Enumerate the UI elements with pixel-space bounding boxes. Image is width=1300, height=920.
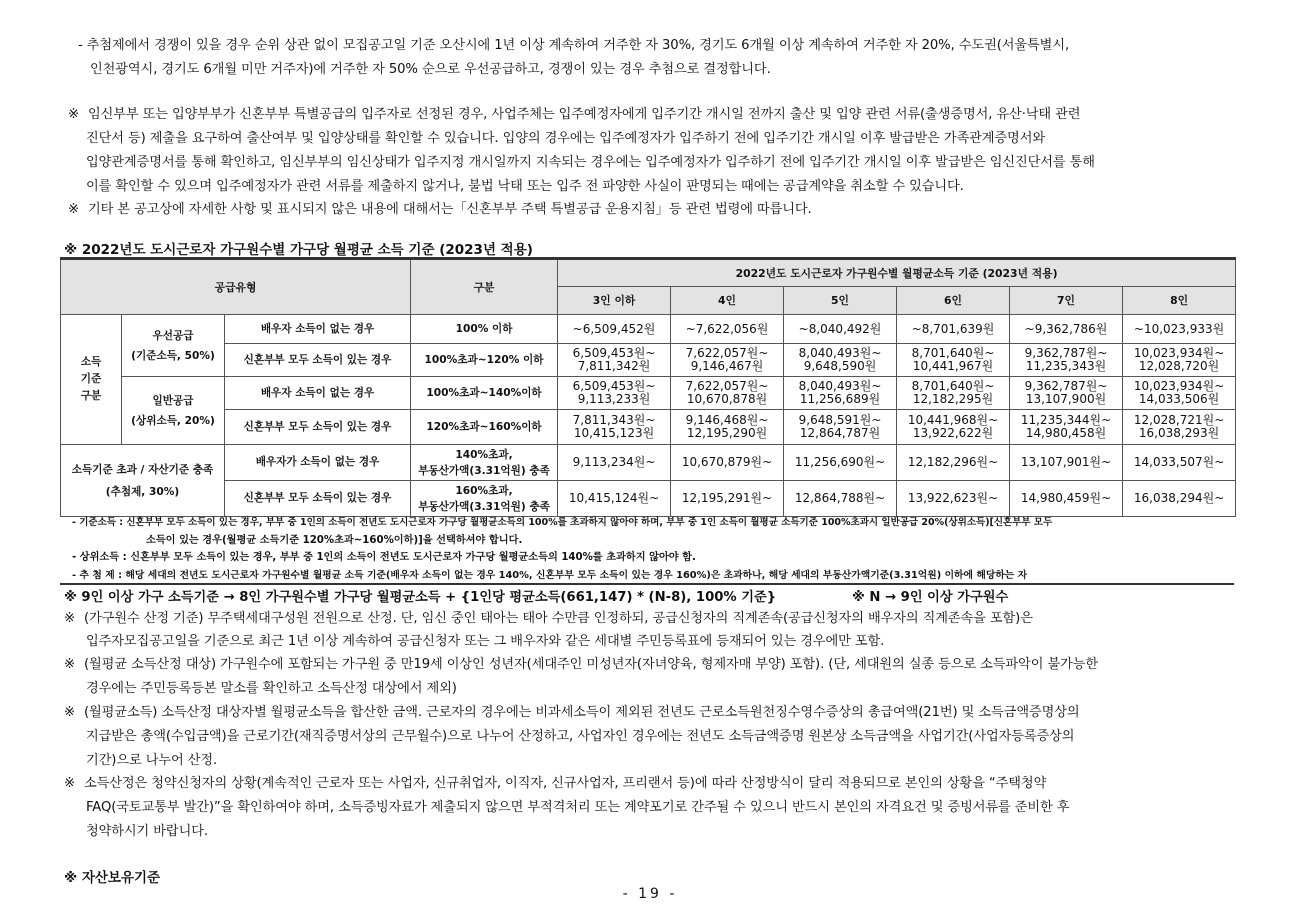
general-supply-label: 일반공급 (상위소득, 20%) bbox=[122, 377, 225, 445]
value-cell: 16,038,294원~ bbox=[1123, 481, 1236, 517]
note-mark: ※ bbox=[68, 202, 79, 217]
bottom-note-3-line-1: ※ (월평균소득) 소득산정 대상자별 월평균소득을 합산한 금액. 근로자의 경우에는 비과세소득이 제외된 전년도 근로소득원천징수영수증상의 총급여액(21번) 및 소득금액증명상의 bbox=[64, 701, 1080, 725]
value-cell: ~8,040,492원 bbox=[784, 315, 897, 344]
division-cell: 100% 이하 bbox=[411, 315, 558, 344]
note-mark: ※ bbox=[64, 705, 75, 720]
value-cell: 11,256,690원~ bbox=[784, 445, 897, 481]
bottom-note-3-line-2: 지급받은 총액(수입금액)을 근로기간(재직증명서상의 근무월수)으로 나누어 산정하고, 사업자인 경우에는 전년도 소득금액증명 원본상 소득금액을 사업기간(사업자등록증상의 bbox=[86, 729, 1075, 744]
formula-left: ※ 9인 이상 가구 소득기준 → 8인 가구원수별 가구당 월평균소득 + {1인당 평균소득(661,147) * (N-8), 100% 기준} bbox=[64, 590, 777, 605]
value-cell: 9,362,787원~ 13,107,900원 bbox=[1010, 377, 1123, 410]
value-cell: 7,622,057원~ 10,670,878원 bbox=[671, 377, 784, 410]
bottom-note-3-line-3: 기간)으로 나누어 산정. bbox=[86, 753, 218, 768]
value-cell: 10,670,879원~ bbox=[671, 445, 784, 481]
table-note: - 상위소득 : 신혼부부 모두 소득이 있는 경우, 부부 중 1인의 소득이 전년도 도시근로자 가구당 월평균소득의 140%를 초과하지 않아야 함. bbox=[72, 552, 696, 563]
note-mark: ※ bbox=[68, 107, 79, 122]
bottom-note-1-line-1: ※ (가구원수 산정 기준) 무주택세대구성원 전원으로 산정. 단, 임신 중인 태아는 태아 수만큼 인정하되, 공급신청자의 직계존속(공급신청자의 배우자의 직계존속을 포함)은 bbox=[64, 607, 1033, 631]
col-header: 8인 bbox=[1123, 287, 1236, 315]
col-header: 4인 bbox=[671, 287, 784, 315]
value-cell: 6,509,453원~ 9,113,233원 bbox=[558, 377, 671, 410]
division-cell: 160%초과, 부동산가액(3.31억원) 충족 bbox=[411, 481, 558, 517]
condition-cell: 배우자 소득이 없는 경우 bbox=[225, 315, 411, 344]
division-cell: 120%초과~160%이하 bbox=[411, 410, 558, 445]
division-cell: 100%초과~120% 이하 bbox=[411, 344, 558, 377]
table-note: - 기준소득 : 신혼부부 모두 소득이 있는 경우, 부부 중 1인의 소득이 전년도 도시근로자 가구당 월평균소득의 100%를 초과하지 않아야 하며, 부부 중 1인 소득이 월평균 소득기준 100%초과시 일반공급 20%(상위소득)[신혼부부 모두 bbox=[72, 517, 1053, 528]
col-header: 6인 bbox=[897, 287, 1010, 315]
condition-cell: 배우자가 소득이 없는 경우 bbox=[225, 445, 411, 481]
bottom-note-4-line-3: 청약하시기 바랍니다. bbox=[86, 824, 208, 839]
value-cell: 12,028,721원~ 16,038,293원 bbox=[1123, 410, 1236, 445]
bottom-note-2-line-2: 경우에는 주민등록등본 말소를 확인하고 소득산정 대상에서 제외) bbox=[86, 681, 457, 696]
table-title: ※ 2022년도 도시근로자 가구원수별 가구당 월평균 소득 기준 (2023년 적용) bbox=[64, 242, 533, 258]
bottom-note-1-line-2: 입주자모집공고일을 기준으로 최근 1년 이상 계속하여 공급신청자 또는 그 배우자와 같은 세대별 주민등록표에 등재되어 있는 경우에만 포함. bbox=[86, 634, 885, 649]
value-cell: 12,182,296원~ bbox=[897, 445, 1010, 481]
intro-line-2: 인천광역시, 경기도 6개월 미만 거주자)에 거주한 자 50% 순으로 우선공급하고, 경쟁이 있는 경우 추첨으로 결정합니다. bbox=[90, 62, 771, 77]
value-cell: 11,235,344원~ 14,980,458원 bbox=[1010, 410, 1123, 445]
value-cell: 7,811,343원~ 10,415,123원 bbox=[558, 410, 671, 445]
value-cell: 13,922,623원~ bbox=[897, 481, 1010, 517]
income-standard-label: 소득 기준 구분 bbox=[61, 315, 122, 445]
priority-supply-label: 우선공급 (기준소득, 50%) bbox=[122, 315, 225, 377]
header-income-group: 2022년도 도시근로자 가구원수별 월평균소득 기준 (2023년 적용) bbox=[558, 259, 1236, 287]
note-1-line-2: 진단서 등) 제출을 요구하여 출산여부 및 입양상태를 확인할 수 있습니다. 입양의 경우에는 입주예정자가 입주하기 전에 입주기간 개시일 이후 발급받은 가족관계증명서와 bbox=[86, 131, 1045, 146]
value-cell: 9,113,234원~ bbox=[558, 445, 671, 481]
col-header: 5인 bbox=[784, 287, 897, 315]
asset-section-title: ※ 자산보유기준 bbox=[64, 870, 161, 886]
header-supply-type: 공급유형 bbox=[61, 259, 411, 315]
income-standard-table bbox=[60, 257, 1236, 517]
table-note: - 추 첨 제 : 해당 세대의 전년도 도시근로자 가구원수별 월평균 소득 기준(배우자 소득이 없는 경우 140%, 신혼부부 모두 소득이 있는 경우 160%)은 초과하나, 해당 세대의 부동산가액기준(3.31억원) 이하에 해당하는 자 bbox=[72, 569, 1028, 581]
notes-divider bbox=[60, 583, 1234, 585]
division-cell: 100%초과~140%이하 bbox=[411, 377, 558, 410]
value-cell: 7,622,057원~ 9,146,467원 bbox=[671, 344, 784, 377]
condition-cell: 신혼부부 모두 소득이 있는 경우 bbox=[225, 481, 411, 517]
table-note: 소득이 있는 경우(월평균 소득기준 120%초과~160%이하)]을 선택하셔야 합니다. bbox=[146, 534, 523, 546]
col-header: 3인 이하 bbox=[558, 287, 671, 315]
value-cell: 13,107,901원~ bbox=[1010, 445, 1123, 481]
note-mark: ※ bbox=[64, 776, 75, 791]
value-cell: 9,362,787원~ 11,235,343원 bbox=[1010, 344, 1123, 377]
value-cell: 6,509,453원~ 7,811,342원 bbox=[558, 344, 671, 377]
value-cell: 8,040,493원~ 9,648,590원 bbox=[784, 344, 897, 377]
value-cell: 14,980,459원~ bbox=[1010, 481, 1123, 517]
note-1-line-3: 입양관계증명서를 통해 확인하고, 임신부부의 임신상태가 입주지정 개시일까지 지속되는 경우에는 입주예정자가 입주하기 전에 입주기간 개시일 이후 발급받은 임신진단서를 통해 bbox=[86, 155, 1095, 170]
header-division: 구분 bbox=[411, 259, 558, 315]
note-mark: ※ bbox=[64, 611, 75, 626]
value-cell: 12,864,788원~ bbox=[784, 481, 897, 517]
intro-line-1: - 추첨제에서 경쟁이 있을 경우 순위 상관 없이 모집공고일 기준 오산시에 1년 이상 계속하여 거주한 자 30%, 경기도 6개월 이상 계속하여 거주한 자 20%, 수도권(서울특별시, bbox=[78, 38, 1070, 53]
condition-cell: 신혼부부 모두 소득이 있는 경우 bbox=[225, 410, 411, 445]
table-notes bbox=[60, 514, 1234, 584]
note-1-line-1: ※ 임신부부 또는 입양부부가 신혼부부 특별공급의 입주자로 선정된 경우, 사업주체는 입주예정자에게 입주기간 개시일 전까지 출산 및 입양 관련 서류(출생증명서, 유산·낙태 관련 bbox=[68, 103, 1080, 127]
value-cell: ~7,622,056원 bbox=[671, 315, 784, 344]
bottom-note-4-line-2: FAQ(국토교통부 발간)”을 확인하여야 하며, 소득증빙자료가 제출되지 않으면 부적격처리 또는 계약포기로 간주될 수 있으니 반드시 본인의 자격요건 및 증빙서류를 준비한 후 bbox=[86, 800, 1070, 815]
value-cell: 10,441,968원~ 13,922,622원 bbox=[897, 410, 1010, 445]
value-cell: ~10,023,933원 bbox=[1123, 315, 1236, 344]
value-cell: 9,146,468원~ 12,195,290원 bbox=[671, 410, 784, 445]
value-cell: 9,648,591원~ 12,864,787원 bbox=[784, 410, 897, 445]
note-1-line-4: 이를 확인할 수 있으며 입주예정자가 관련 서류를 제출하지 않거나, 불법 낙태 또는 입주 전 파양한 사실이 판명되는 때에는 공급계약을 취소할 수 있습니다. bbox=[86, 179, 964, 194]
division-cell: 140%초과, 부동산가액(3.31억원) 충족 bbox=[411, 445, 558, 481]
condition-cell: 배우자 소득이 없는 경우 bbox=[225, 377, 411, 410]
value-cell: 14,033,507원~ bbox=[1123, 445, 1236, 481]
note-mark: ※ bbox=[64, 657, 75, 672]
col-header: 7인 bbox=[1010, 287, 1123, 315]
value-cell: 10,023,934원~ 14,033,506원 bbox=[1123, 377, 1236, 410]
value-cell: ~6,509,452원 bbox=[558, 315, 671, 344]
value-cell: 10,415,124원~ bbox=[558, 481, 671, 517]
lottery-label: 소득기준 초과 / 자산기준 충족 (추첨제, 30%) bbox=[61, 445, 225, 517]
value-cell: 8,701,640원~ 10,441,967원 bbox=[897, 344, 1010, 377]
value-cell: ~8,701,639원 bbox=[897, 315, 1010, 344]
value-cell: 8,701,640원~ 12,182,295원 bbox=[897, 377, 1010, 410]
value-cell: ~9,362,786원 bbox=[1010, 315, 1123, 344]
value-cell: 12,195,291원~ bbox=[671, 481, 784, 517]
bottom-note-4-line-1: ※ 소득산정은 청약신청자의 상황(계속적인 근로자 또는 사업자, 신규취업자, 이직자, 신규사업자, 프리랜서 등)에 따라 산정방식이 달리 적용되므로 본인의 상황을 “주택청약 bbox=[64, 772, 1046, 796]
formula-right: ※ N → 9인 이상 가구원수 bbox=[852, 590, 1009, 605]
note-2: ※ 기타 본 공고상에 자세한 사항 및 표시되지 않은 내용에 대해서는「신혼부부 주택 특별공급 운용지침」등 관련 법령에 따릅니다. bbox=[68, 198, 812, 222]
bottom-note-2-line-1: ※ (월평균 소득산정 대상) 가구원수에 포함되는 가구원 중 만19세 이상인 성년자(세대주인 미성년자(자녀양육, 형제자매 부양) 포함). (단, 세대원의 실종 등으로 소득파악이 불가능한 bbox=[64, 653, 1098, 677]
page-number: - 19 - bbox=[622, 886, 678, 902]
value-cell: 10,023,934원~ 12,028,720원 bbox=[1123, 344, 1236, 377]
value-cell: 8,040,493원~ 11,256,689원 bbox=[784, 377, 897, 410]
condition-cell: 신혼부부 모두 소득이 있는 경우 bbox=[225, 344, 411, 377]
